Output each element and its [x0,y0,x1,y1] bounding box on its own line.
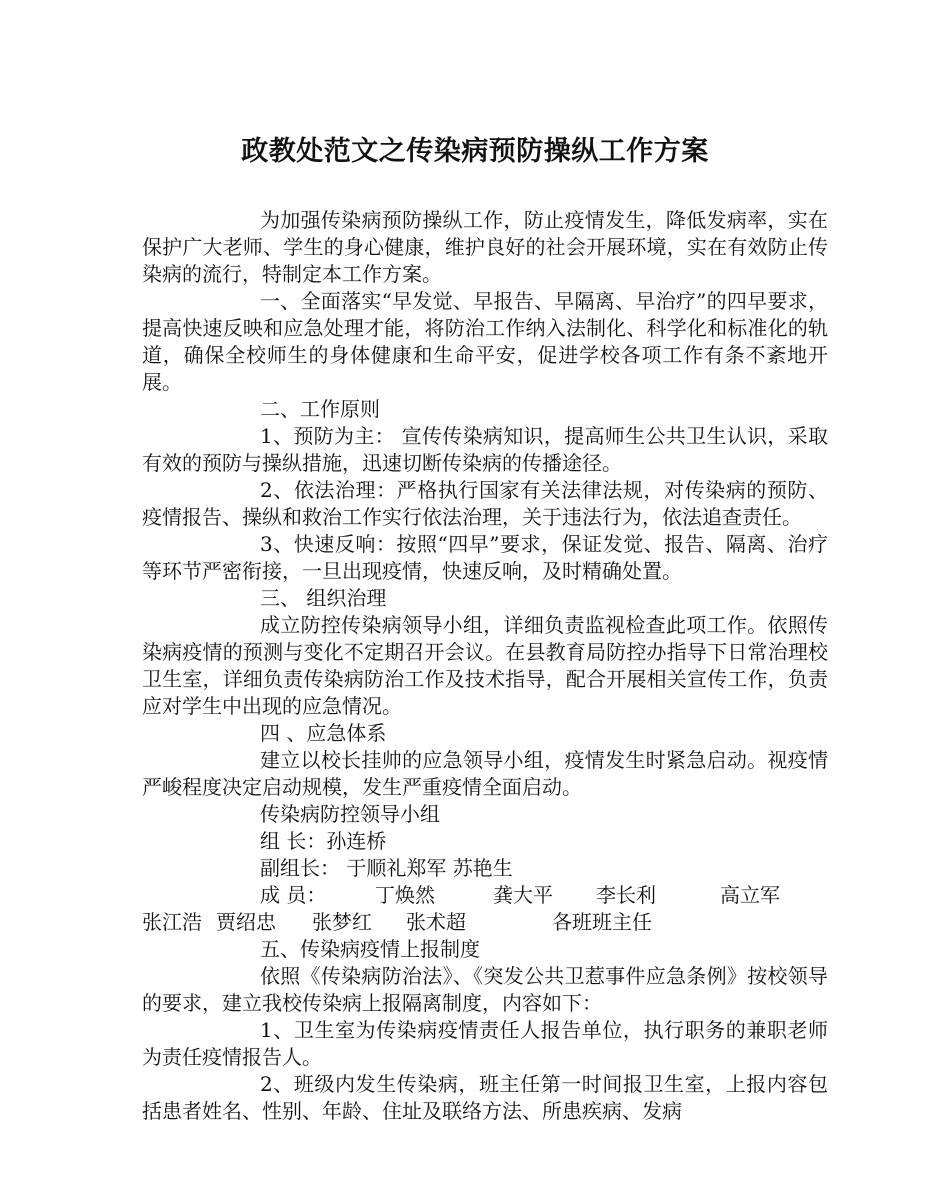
member-name: 高立军 [720,883,780,907]
paragraph-organization: 成立防控传染病领导小组，详细负责监视检查此项工作。依照传染病疫情的预测与变化不定期召开会议。在县教育局防控办指导下日常治理校卫生室，详细负责传染病防治工作及技术指导，配合开展相关宣传工作，负责应对学生中出现的应急情况。 [142,613,828,718]
heading-emergency: 四 、应急体系 [260,721,387,745]
heading-principles: 二、工作原则 [260,397,380,421]
heading-organization: 三、 组织治理 [260,586,387,610]
members-label: 成 员： [260,883,327,907]
heading-reporting: 五、传染病疫情上报制度 [260,937,480,961]
paragraph-reporting-2: 2、班级内发生传染病，班主任第一时间报卫生室，上报内容包括患者姓名、性别、年龄、住址及联络方法、所患疾病、发病 [142,1072,828,1123]
paragraph-principle-2: 2、依法治理：严格执行国家有关法律法规，对传染病的预防、疫情报告、操纵和救治工作实行依法治理，关于违法行为，依法追查责任。 [142,478,828,529]
member-name: 丁焕然 [375,883,435,907]
member-name: 张梦红 [312,910,372,934]
paragraph-reporting: 依照《传染病防治法》、《突发公共卫惹事件应急条例》按校领导的要求，建立我校传染病上报隔离制度，内容如下： [142,964,828,1015]
member-name: 各班班主任 [552,910,652,934]
paragraph-emergency: 建立以校长挂帅的应急领导小组，疫情发生时紧急启动。视疫情严峻程度决定启动规模，发生严重疫情全面启动。 [142,748,828,799]
document-title: 政教处范文之传染病预防操纵工作方案 [241,136,709,167]
paragraph-section-1: 一、全面落实“早发觉、早报告、早隔离、早治疗”的四早要求，提高快速反映和应急处理才能，将防治工作纳入法制化、科学化和标准化的轨道，确保全校师生的身体健康和生命平安，促进学校各项工作有条不紊地开展。 [142,289,828,394]
document-body [142,207,828,1125]
group-leader: 组 长：孙连桥 [260,829,387,853]
paragraph-principle-3: 3、快速反响：按照“四早”要求，保证发觉、报告、隔离、治疗等环节严密衔接，一旦出现疫情，快速反响，及时精确处置。 [142,532,828,583]
group-deputy: 副组长： 于顺礼郑军 苏艳生 [260,856,513,880]
member-name: 李长利 [596,883,656,907]
members-row-2 [142,909,828,936]
member-name: 张江浩 [142,910,202,934]
member-name: 龚大平 [493,883,553,907]
group-heading: 传染病防控领导小组 [260,802,440,826]
member-name: 张术超 [406,910,466,934]
member-name: 贾绍忠 [216,910,276,934]
paragraph-intro: 为加强传染病预防操纵工作，防止疫情发生，降低发病率，实在保护广大老师、学生的身心健康，维护良好的社会开展环境，实在有效防止传染病的流行，特制定本工作方案。 [142,208,828,286]
paragraph-principle-1: 1、预防为主： 宣传传染病知识，提高师生公共卫生认识，采取有效的预防与操纵措施，迅速切断传染病的传播途径。 [142,424,828,475]
members-row-1 [142,882,828,909]
paragraph-reporting-1: 1、卫生室为传染病疫情责任人报告单位，执行职务的兼职老师为责任疫情报告人。 [142,1018,828,1069]
